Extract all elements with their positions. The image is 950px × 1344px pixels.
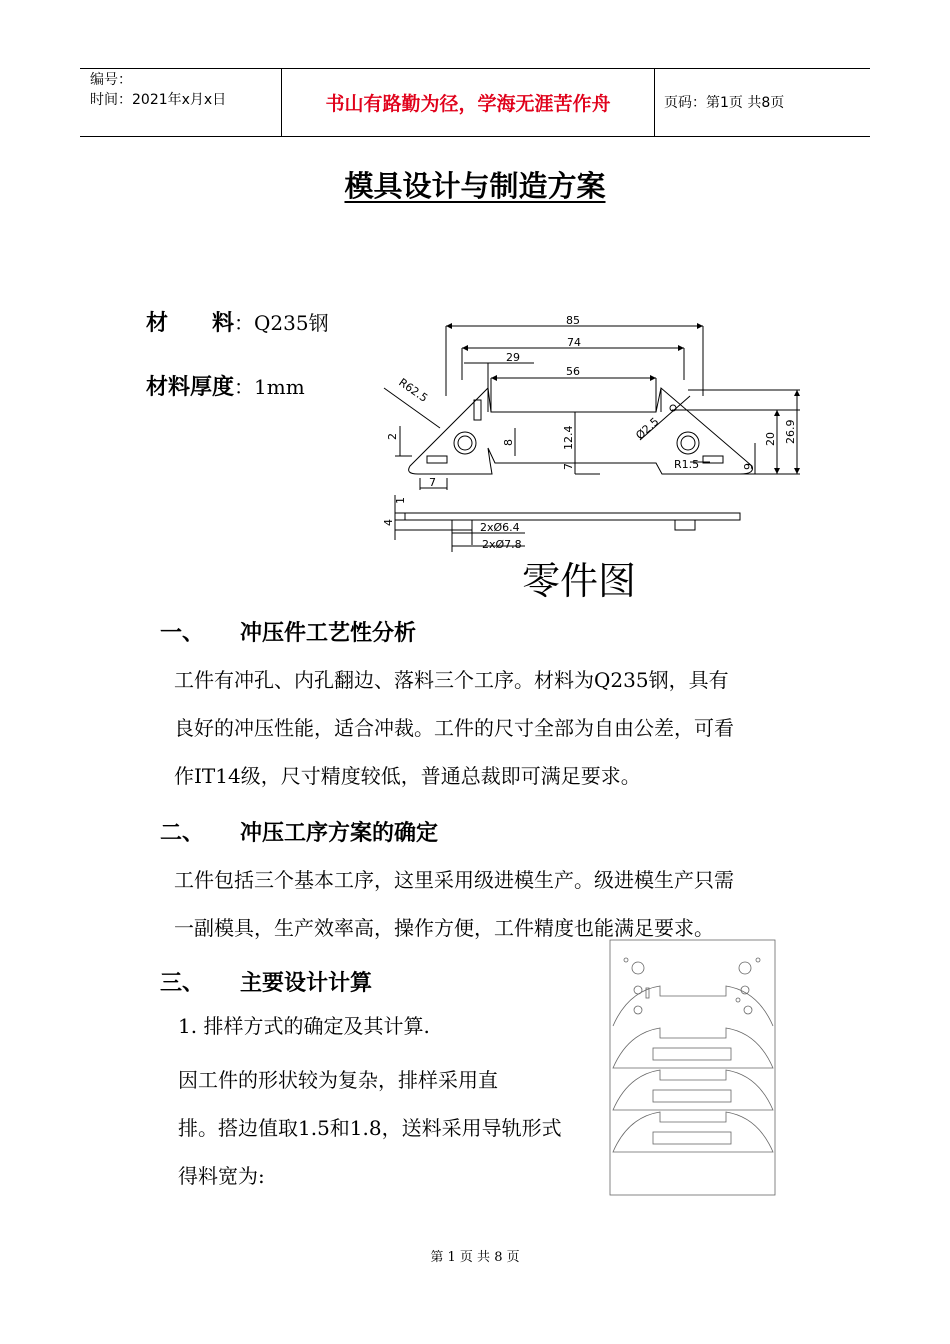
section-number: 三、 <box>160 971 205 996</box>
body-line: 工件包括三个基本工序，这里采用级进模生产。级进模生产只需 <box>174 868 734 892</box>
section-body <box>178 1056 562 1200</box>
dim-7-vertical: 7 <box>562 463 575 470</box>
thickness-line <box>146 370 305 401</box>
dim-hole-7-8: 2xØ7.8 <box>482 538 522 551</box>
body-line: 良好的冲压性能，适合冲裁。工件的尺寸全部为自由公差，可看 <box>174 716 734 740</box>
section-title: 冲压工序方案的确定 <box>240 821 439 846</box>
body-line: 因工件的形状较为复杂，排样采用直 <box>178 1068 498 1092</box>
section-number: 一、 <box>160 621 205 646</box>
section-title: 主要设计计算 <box>240 971 373 996</box>
section-body <box>174 656 734 800</box>
dim-12-4: 12.4 <box>562 425 575 450</box>
dim-r1-5: R1.5 <box>674 458 700 471</box>
dim-9: 9 <box>742 463 755 470</box>
section-heading <box>160 966 372 997</box>
dim-29: 29 <box>506 351 520 364</box>
dim-74: 74 <box>567 336 581 349</box>
dim-1: 1 <box>394 497 407 504</box>
material-label: 材 料 <box>146 311 235 336</box>
dim-2: 2 <box>386 433 399 440</box>
part-drawing <box>370 308 810 558</box>
dim-hole-6-4: 2xØ6.4 <box>480 521 520 534</box>
material-line <box>146 306 329 337</box>
dim-r625: R62.5 <box>396 375 431 405</box>
thickness-label: 材料厚度 <box>146 375 235 400</box>
dim-8: 8 <box>502 439 515 446</box>
page-footer: 第 1 页 共 8 页 <box>430 1250 520 1265</box>
page-title: 模具设计与制造方案 <box>344 169 606 203</box>
dim-diameter-2-5: Ø2.5 <box>633 415 662 443</box>
body-line: 工件有冲孔、内孔翻边、落料三个工序。材料为Q235钢，具有 <box>174 668 729 692</box>
header-motto: 书山有路勤为径，学海无涯苦作舟 <box>325 92 611 115</box>
drawing-caption: 零件图 <box>522 559 637 603</box>
header-time: 时间：2021年x月x日 <box>90 92 227 108</box>
header-meta <box>90 70 226 110</box>
dim-56: 56 <box>566 365 580 378</box>
section-title: 冲压件工艺性分析 <box>240 621 417 646</box>
dim-4: 4 <box>382 519 395 526</box>
body-line: 排。搭边值取1.5和1.8，送料采用导轨形式 <box>178 1116 562 1140</box>
section-number: 二、 <box>160 821 205 846</box>
dim-7-horizontal: 7 <box>429 476 436 489</box>
strip-layout-drawing <box>608 938 778 1198</box>
body-line: 作IT14级，尺寸精度较低，普通总裁即可满足要求。 <box>174 764 641 788</box>
subsection-title: 1. 排样方式的确定及其计算. <box>178 1014 430 1038</box>
dim-20: 20 <box>764 432 777 446</box>
body-line: 得料宽为: <box>178 1164 265 1188</box>
header-page-info: 页码：第1页 共8页 <box>664 95 785 111</box>
thickness-value: ：1mm <box>234 375 305 399</box>
section-heading <box>160 616 416 647</box>
header-bottom-rule <box>80 136 870 137</box>
header-number: 编号： <box>90 72 132 88</box>
dim-26-9: 26.9 <box>784 419 797 444</box>
material-value: ：Q235钢 <box>234 311 329 335</box>
section-heading <box>160 816 438 847</box>
dim-85: 85 <box>566 314 580 327</box>
header-divider <box>654 68 655 136</box>
body-line: 一副模具，生产效率高，操作方便，工件精度也能满足要求。 <box>174 916 714 940</box>
